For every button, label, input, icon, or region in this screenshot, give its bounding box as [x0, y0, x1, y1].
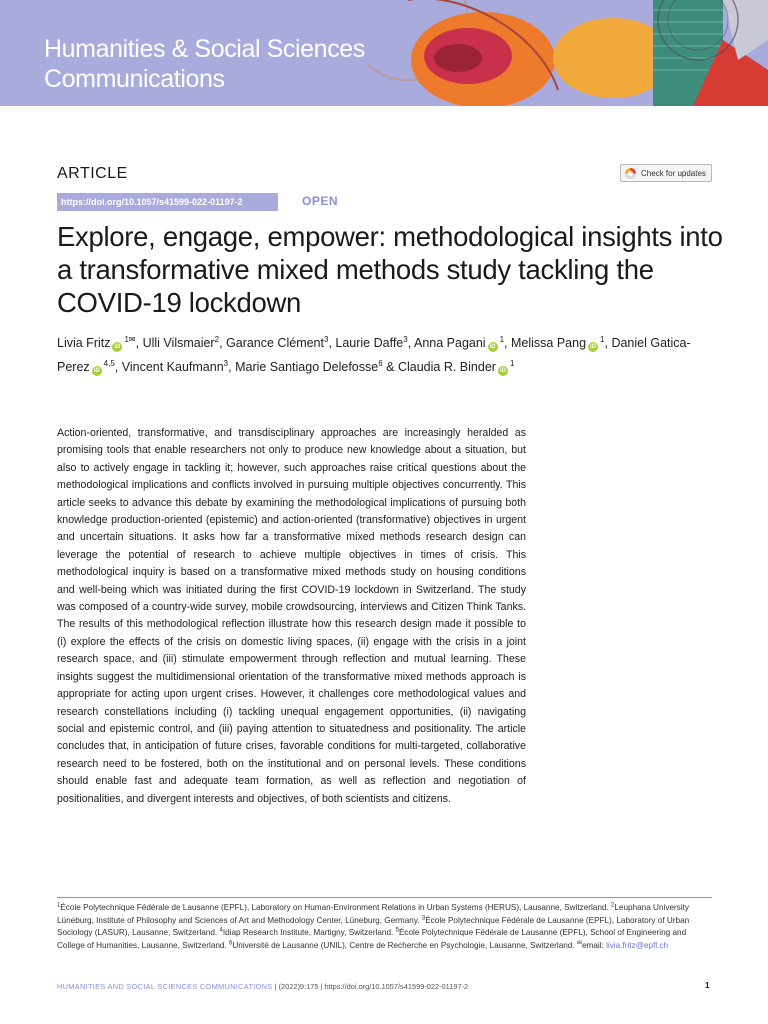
author-affiliation-number: 6	[378, 358, 383, 368]
affiliation-number: 3	[421, 914, 426, 921]
author-affiliation-number: 1	[509, 358, 515, 368]
email-label: email:	[581, 940, 607, 950]
author-separator: ,	[219, 336, 227, 350]
email-link[interactable]: livia.fritz@epfl.ch	[606, 940, 669, 950]
author-separator: ,	[135, 336, 143, 350]
affiliation-number: 5	[395, 927, 399, 934]
author-name[interactable]: Melissa Pang	[510, 336, 587, 350]
author-separator: ,	[504, 336, 511, 350]
author-name[interactable]: Marie Santiago Delefosse	[235, 360, 379, 374]
doi-link[interactable]: https://doi.org/10.1057/s41599-022-01197-2	[57, 193, 278, 211]
author-name[interactable]: Daniel Gatica-Perez	[57, 336, 691, 374]
affiliation-text: École Polytechnique Fédérale de Lausanne (EPFL), Laboratory on Human-Environment Relations in Urban Systems (HERUS), Lausanne, Switzerland.	[60, 903, 612, 912]
affiliation-number: 2	[611, 902, 615, 909]
author-separator: ,	[328, 336, 336, 350]
author-name[interactable]: Ulli Vilsmaier	[142, 336, 215, 350]
affiliation-text: École Polytechnique Fédérale de Lausanne (EPFL), School of Engineering and College of Humanities, Lausanne, Switzerland.	[57, 928, 687, 950]
author-name[interactable]: Garance Clément	[226, 336, 324, 350]
author-affiliation-number: 3	[223, 358, 229, 368]
author-affiliation-number: 3	[323, 334, 329, 344]
footer-citation: | (2022)9:175 | https://doi.org/10.1057/s41599-022-01197-2	[272, 982, 469, 991]
affiliation-number: 6	[229, 940, 233, 947]
orcid-icon[interactable]: iD	[114, 344, 121, 350]
affiliation-text: Leuphana University Lüneburg, Institute of Philosophy and Sciences of Art and Methodology Center, Lüneburg, Germany.	[57, 903, 690, 925]
author-affiliation-number: 1✉	[124, 334, 136, 344]
author-list	[57, 331, 717, 379]
email-icon: ✉	[576, 940, 582, 947]
author-name[interactable]: Vincent Kaufmann	[121, 360, 224, 374]
affiliation-text: École Polytechnique Fédérale de Lausanne (EPFL), Laboratory of Urban Sociology (LASUR), Lausanne, Switzerland.	[57, 915, 690, 938]
author-affiliation-number: 1	[600, 334, 605, 344]
author-separator: ,	[604, 336, 612, 350]
journal-title[interactable]	[44, 34, 365, 94]
check-updates-label: Check for updates	[641, 169, 706, 178]
page-number: 1	[705, 981, 710, 990]
author-name[interactable]: Claudia R. Binder	[397, 360, 496, 374]
orcid-icon[interactable]: iD	[93, 368, 100, 374]
journal-title-line1: Humanities & Social Sciences	[44, 35, 365, 63]
author-name[interactable]: Anna Pagani	[413, 336, 486, 350]
author-name[interactable]: Livia Fritz	[57, 336, 111, 350]
author-affiliation-number: 1	[499, 334, 505, 344]
affiliation-text: Idiap Research Institute, Martigny, Switzerland.	[222, 928, 396, 938]
orcid-icon[interactable]: iD	[590, 344, 597, 350]
abstract: Action-oriented, transformative, and transdisciplinary approaches are increasingly heralded as promising tools that enable researchers not only to produce new knowledge about a situation, but also to actively engage in tackling it; however, such approaches raise critical questions about the methodological implications and conflicts involved in pursuing multiple objectives concurrently. This article seeks to advance this debate by examining the methodological implications of pursuing both knowledge production-oriented (epistemic) and action-oriented (transformative) objectives in urgent and uncertain situations. It asks how far a transformative mixed methods research design can leverage the potential of research to achieve multiple objectives in times of crisis. This methodological inquiry is based on a transformative mixed methods study on housing conditions and well-being which was initiated during the first COVID-19 lockdown in Switzerland. The study was composed of a country-wide survey, mobile crowdsourcing, interviews and Citizen Think Tanks. The results of this methodological reflection illustrate how this research design made it possible to (i) explore the effects of the crisis on domestic living spaces, (ii) engage with the crisis in a joint research space, and (iii) stimulate empowerment through reflection and mutual learning. These insights suggest the multidimensional orientation of the transformative mixed methods approach is appropriate for acting upon urgent crises. However, it challenges core methodological values and research constellations including (i) tackling unequal engagement opportunities, (ii) navigating social and epistemic control, and (iii) paying attention to situatedness and positionality. The article concludes that, in anticipation of future crises, favorable conditions for multi-targeted, collaborative research need to be fostered, both on the institutional and on personal levels. These conditions should enable fast and adequate team formation, as well as reflection and negotiation of positionalities, and divergent interests and objectives, of both scientists and citizens.	[57, 427, 526, 805]
author-name[interactable]: Laurie Daffe	[335, 336, 404, 350]
footer-journal-name: HUMANITIES AND SOCIAL SCIENCES COMMUNICATIONS	[57, 982, 273, 991]
article-type: ARTICLE	[57, 165, 128, 182]
author-affiliation-number: 3	[403, 334, 408, 344]
open-access-label: OPEN	[302, 194, 339, 208]
author-separator: ,	[228, 360, 236, 374]
author-separator: ,	[114, 360, 122, 374]
affiliations-divider	[57, 897, 712, 898]
journal-banner	[0, 0, 768, 106]
affiliation-number: 4	[219, 927, 223, 934]
affiliation-number: 1	[57, 902, 61, 909]
author-affiliation-number: 2	[214, 334, 220, 344]
affiliations	[57, 902, 713, 952]
author-separator: ,	[407, 336, 414, 350]
check-for-updates-button[interactable]	[620, 164, 712, 182]
affiliation-text: Université de Lausanne (UNIL), Centre de Recherche en Psychologie, Lausanne, Switzerland.	[232, 940, 577, 950]
orcid-icon[interactable]: iD	[489, 344, 496, 350]
author-separator: &	[382, 360, 398, 374]
journal-title-line2: Communications	[44, 65, 225, 93]
article-title: Explore, engage, empower: methodological insights into a transformative mixed methods study tackling the COVID-19 lockdown	[57, 221, 723, 318]
page-footer	[57, 982, 468, 991]
author-affiliation-number: 4,5	[103, 358, 115, 368]
check-updates-icon	[624, 167, 637, 180]
orcid-icon[interactable]: iD	[499, 368, 506, 374]
banner-artwork	[368, 0, 768, 106]
